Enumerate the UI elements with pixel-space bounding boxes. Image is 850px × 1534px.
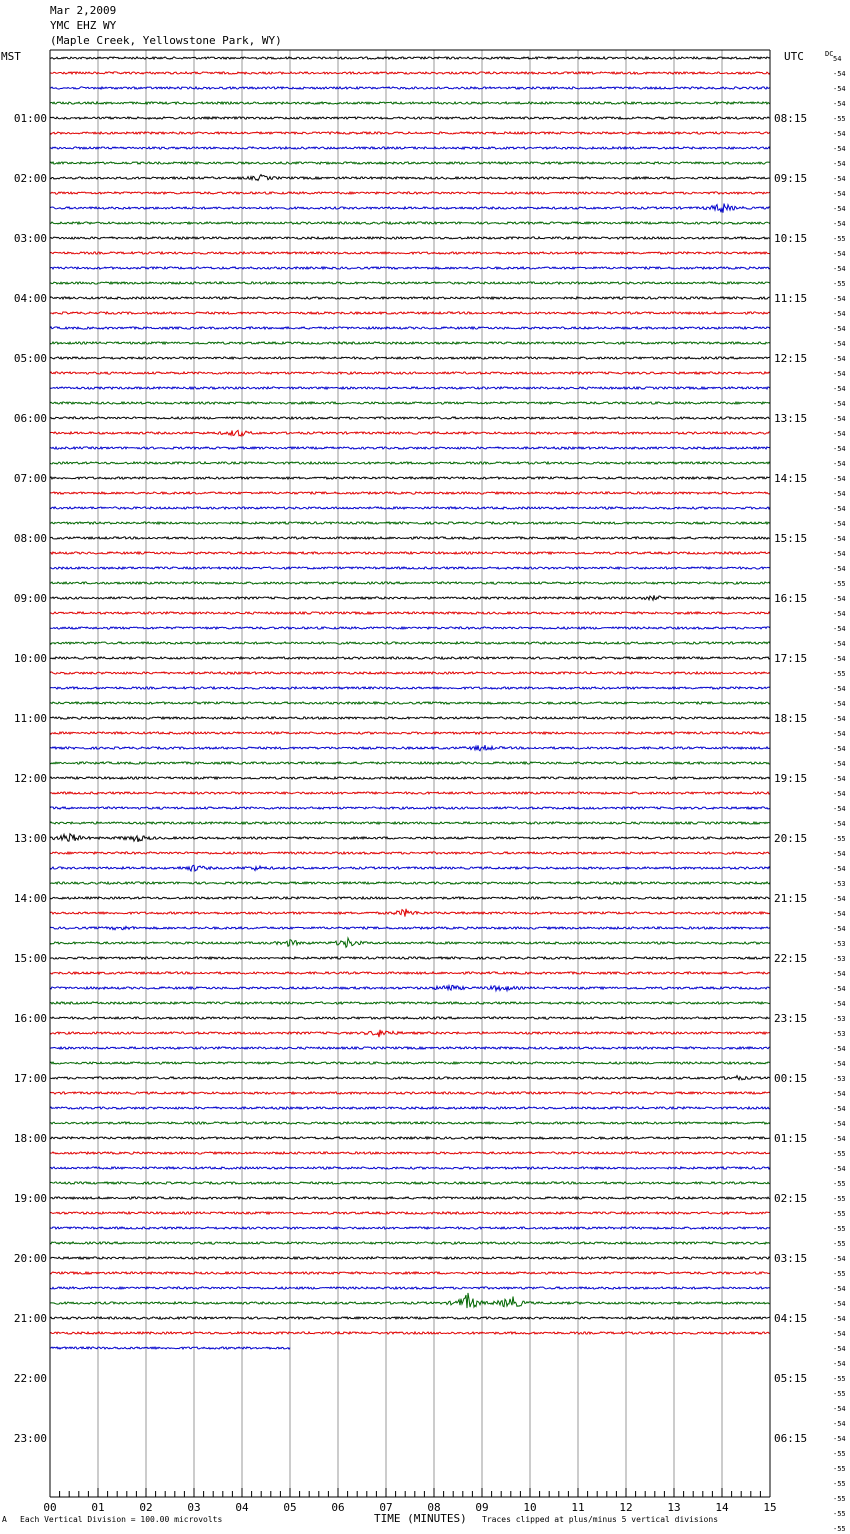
- left-time-label: 03:00: [13, 232, 47, 245]
- dc-offset-label: -55: [833, 1240, 846, 1248]
- trace-row-85: [50, 1332, 770, 1334]
- dc-offset-label: -54: [833, 160, 846, 168]
- trace-row-64: [50, 1017, 770, 1019]
- left-time-label: 10:00: [13, 652, 47, 665]
- dc-offset-label: -54: [833, 1090, 846, 1098]
- trace-row-28: [50, 477, 770, 479]
- dc-offset-label: -54: [833, 340, 846, 348]
- right-time-label: 23:15: [774, 1012, 808, 1025]
- station-code: YMC EHZ WY: [50, 19, 117, 32]
- dc-offset-label: -54: [833, 145, 846, 153]
- trace-row-14: [50, 267, 770, 269]
- trace-row-81: [50, 1272, 770, 1274]
- trace-row-68: [50, 1076, 770, 1080]
- right-time-label: 17:15: [774, 652, 808, 665]
- dc-offset-label: -54: [833, 610, 846, 618]
- right-time-label: 09:15: [774, 172, 808, 185]
- left-time-label: 12:00: [13, 772, 47, 785]
- dc-offset-label: -54: [833, 1165, 846, 1173]
- dc-offset-label: -54: [833, 985, 846, 993]
- dc-offset-label: -55: [833, 1225, 846, 1233]
- x-tick-label: 05: [283, 1501, 297, 1514]
- trace-row-34: [50, 567, 770, 569]
- dc-offset-label: -54: [833, 820, 846, 828]
- trace-row-33: [50, 552, 770, 554]
- dc-offset-label: -55: [833, 1510, 846, 1518]
- dc-offset-label: -54: [833, 355, 846, 363]
- trace-row-15: [50, 282, 770, 284]
- left-time-label: 05:00: [13, 352, 47, 365]
- dc-offset-label: -54: [833, 730, 846, 738]
- dc-offset-label: -54: [833, 1330, 846, 1338]
- trace-row-71: [50, 1122, 770, 1124]
- x-tick-label: 01: [91, 1501, 105, 1514]
- x-tick-label: 11: [571, 1501, 585, 1514]
- dc-offset-label: -54: [833, 790, 846, 798]
- trace-row-24: [50, 417, 770, 419]
- trace-row-0: [50, 57, 770, 59]
- trace-row-36: [50, 595, 770, 600]
- trace-row-84: [50, 1317, 770, 1319]
- dc-offset-label: -55: [833, 1180, 846, 1188]
- dc-offset-label: -53: [833, 1015, 846, 1023]
- trace-row-19: [50, 342, 770, 344]
- dc-offset-label: -54: [833, 385, 846, 393]
- left-time-label: 17:00: [13, 1072, 47, 1085]
- left-time-label: 16:00: [13, 1012, 47, 1025]
- dc-offset-label: -55: [833, 1195, 846, 1203]
- dc-offset-label: -54: [833, 1000, 846, 1008]
- trace-row-17: [50, 312, 770, 314]
- trace-row-5: [50, 132, 770, 134]
- dc-offset-label: -54: [833, 475, 846, 483]
- trace-row-76: [50, 1197, 770, 1199]
- dc-offset-label: -54: [833, 775, 846, 783]
- dc-offset-label: -54: [833, 655, 846, 663]
- dc-offset-label: -54: [833, 220, 846, 228]
- x-tick-label: 08: [427, 1501, 441, 1514]
- trace-row-82: [50, 1287, 770, 1289]
- trace-row-42: [50, 687, 770, 689]
- dc-offset-label: -54: [833, 295, 846, 303]
- left-time-label: 04:00: [13, 292, 47, 305]
- trace-row-25: [50, 430, 770, 436]
- dc-offset-label: -54: [833, 685, 846, 693]
- dc-offset-label: -54: [833, 1285, 846, 1293]
- trace-row-9: [50, 192, 770, 194]
- dc-offset-label: -54: [833, 595, 846, 603]
- dc-offset-label: -54: [833, 760, 846, 768]
- right-time-label: 11:15: [774, 292, 808, 305]
- left-time-label: 21:00: [13, 1312, 47, 1325]
- x-tick-label: 13: [667, 1501, 681, 1514]
- dc-offset-label: -54: [833, 505, 846, 513]
- trace-row-13: [50, 252, 770, 254]
- dc-offset-label: -54: [833, 370, 846, 378]
- dc-offset-label: -55: [833, 1375, 846, 1383]
- dc-offset-label: -54: [833, 1120, 846, 1128]
- trace-row-72: [50, 1137, 770, 1139]
- dc-offset-label: -54: [833, 250, 846, 258]
- dc-offset-label: -54: [833, 1345, 846, 1353]
- x-tick-label: 07: [379, 1501, 393, 1514]
- dc-offset-label: -54: [833, 310, 846, 318]
- trace-row-55: [50, 882, 770, 884]
- trace-row-30: [50, 507, 770, 509]
- dc-offset-label: -54: [833, 805, 846, 813]
- seismic-traces: [50, 57, 770, 1349]
- dc-offset-label: -54: [833, 1060, 846, 1068]
- trace-row-51: [50, 822, 770, 824]
- x-axis: [43, 1488, 776, 1514]
- dc-offset-label: -53: [833, 1030, 846, 1038]
- trace-row-62: [50, 985, 770, 990]
- trace-row-26: [50, 447, 770, 449]
- trace-row-75: [50, 1182, 770, 1184]
- left-time-label: 23:00: [13, 1432, 47, 1445]
- left-time-label: 02:00: [13, 172, 47, 185]
- dc-offset-label: -54: [833, 265, 846, 273]
- left-time-label: 09:00: [13, 592, 47, 605]
- dc-offset-label: -54: [833, 1255, 846, 1263]
- x-tick-label: 00: [43, 1501, 57, 1514]
- dc-offset-label: -53: [833, 940, 846, 948]
- dc-offset-label: -54: [833, 1045, 846, 1053]
- left-time-label: 08:00: [13, 532, 47, 545]
- x-tick-label: 09: [475, 1501, 489, 1514]
- left-time-label: 13:00: [13, 832, 47, 845]
- right-time-label: 00:15: [774, 1072, 808, 1085]
- dc-label: DC: [825, 50, 834, 58]
- trace-row-39: [50, 642, 770, 644]
- dc-offset-label: -54: [833, 205, 846, 213]
- trace-row-52: [50, 834, 770, 842]
- dc-offset-label: -55: [833, 670, 846, 678]
- trace-row-18: [50, 327, 770, 329]
- trace-row-78: [50, 1227, 770, 1229]
- trace-row-61: [50, 972, 770, 974]
- dc-offset-label: -54: [833, 970, 846, 978]
- trace-row-57: [50, 909, 770, 917]
- dc-offset-label: -54: [833, 400, 846, 408]
- x-tick-label: 03: [187, 1501, 201, 1514]
- trace-row-40: [50, 657, 770, 659]
- trace-row-31: [50, 522, 770, 524]
- x-tick-label: 02: [139, 1501, 153, 1514]
- trace-row-16: [50, 297, 770, 299]
- dc-offset-label: -54: [833, 100, 846, 108]
- trace-row-65: [50, 1030, 770, 1037]
- left-time-label: 11:00: [13, 712, 47, 725]
- dc-offset-label: -54: [833, 490, 846, 498]
- dc-offset-label: -55: [833, 115, 846, 123]
- trace-row-29: [50, 492, 770, 494]
- trace-row-2: [50, 87, 770, 89]
- dc-offset-label: -55: [833, 1480, 846, 1488]
- dc-offset-label: -55: [833, 1465, 846, 1473]
- trace-row-53: [50, 852, 770, 854]
- dc-offset-label: -55: [833, 580, 846, 588]
- right-time-label: 20:15: [774, 832, 808, 845]
- trace-row-80: [50, 1257, 770, 1259]
- left-time-label: 18:00: [13, 1132, 47, 1145]
- dc-offset-label: -54: [833, 85, 846, 93]
- dc-offset-label: -54: [833, 910, 846, 918]
- trace-row-79: [50, 1242, 770, 1244]
- trace-row-45: [50, 732, 770, 734]
- dc-offset-label: -54: [833, 565, 846, 573]
- trace-row-63: [50, 1002, 770, 1004]
- x-tick-label: 06: [331, 1501, 345, 1514]
- trace-row-56: [50, 897, 770, 899]
- dc-offset-label: -54: [833, 535, 846, 543]
- trace-row-38: [50, 627, 770, 629]
- dc-offset-label: -54: [833, 715, 846, 723]
- trace-row-1: [50, 72, 770, 74]
- x-tick-label: 12: [619, 1501, 633, 1514]
- trace-row-10: [50, 204, 770, 213]
- right-time-label: 13:15: [774, 412, 808, 425]
- x-tick-label: 15: [763, 1501, 777, 1514]
- left-time-label: 19:00: [13, 1192, 47, 1205]
- left-time-label: 14:00: [13, 892, 47, 905]
- right-time-label: 21:15: [774, 892, 808, 905]
- right-time-label: 01:15: [774, 1132, 808, 1145]
- right-axis-label: UTC: [784, 50, 804, 63]
- trace-row-37: [50, 612, 770, 614]
- right-time-label: 03:15: [774, 1252, 808, 1265]
- trace-row-8: [50, 175, 770, 181]
- dc-offset-label: -54: [833, 850, 846, 858]
- dc-offset-label: -54: [833, 1300, 846, 1308]
- dc-offset-label: -54: [833, 1360, 846, 1368]
- trace-row-22: [50, 387, 770, 389]
- trace-row-12: [50, 237, 770, 239]
- right-time-label: 12:15: [774, 352, 808, 365]
- right-time-label: 10:15: [774, 232, 808, 245]
- dc-offset-label: -53: [833, 880, 846, 888]
- left-time-label: 01:00: [13, 112, 47, 125]
- trace-row-83: [50, 1293, 770, 1308]
- clip-note: Traces clipped at plus/minus 5 vertical divisions: [482, 1515, 719, 1524]
- dc-offset-label: -54: [833, 415, 846, 423]
- x-tick-label: 14: [715, 1501, 729, 1514]
- trace-row-58: [50, 926, 770, 929]
- trace-row-43: [50, 702, 770, 704]
- dc-offset-label: -54: [833, 325, 846, 333]
- x-axis-title: TIME (MINUTES): [374, 1512, 467, 1525]
- right-time-label: 05:15: [774, 1372, 808, 1385]
- dc-offset-label: -55: [833, 1270, 846, 1278]
- dc-offset-label: -54: [833, 1105, 846, 1113]
- trace-row-47: [50, 762, 770, 764]
- trace-row-73: [50, 1152, 770, 1154]
- right-time-label: 16:15: [774, 592, 808, 605]
- dc-offset-label: -54: [833, 175, 846, 183]
- dc-offset-label: -54: [833, 1315, 846, 1323]
- dc-offset-label: -53: [833, 955, 846, 963]
- dc-offset-label: -54: [833, 550, 846, 558]
- dc-offset-labels: [833, 55, 846, 1534]
- left-time-label: 07:00: [13, 472, 47, 485]
- trace-row-7: [50, 162, 770, 164]
- dc-offset-label: -54: [833, 460, 846, 468]
- trace-row-74: [50, 1167, 770, 1169]
- right-time-label: 19:15: [774, 772, 808, 785]
- trace-row-27: [50, 462, 770, 464]
- dc-offset-label: 54: [833, 55, 842, 63]
- trace-row-46: [50, 745, 770, 751]
- right-time-label: 02:15: [774, 1192, 808, 1205]
- dc-offset-label: -54: [833, 520, 846, 528]
- dc-offset-label: -54: [833, 895, 846, 903]
- dc-offset-label: -53: [833, 1075, 846, 1083]
- right-time-label: 14:15: [774, 472, 808, 485]
- chart-date: Mar 2,2009: [50, 4, 117, 17]
- right-time-label: 18:15: [774, 712, 808, 725]
- right-time-label: 04:15: [774, 1312, 808, 1325]
- dc-offset-label: -54: [833, 190, 846, 198]
- trace-row-4: [50, 117, 770, 119]
- trace-row-20: [50, 357, 770, 359]
- trace-row-54: [50, 865, 770, 871]
- trace-row-77: [50, 1212, 770, 1214]
- dc-offset-label: -54: [833, 430, 846, 438]
- dc-offset-label: -54: [833, 700, 846, 708]
- station-location: (Maple Creek, Yellowstone Park, WY): [50, 34, 282, 47]
- left-time-label: 15:00: [13, 952, 47, 965]
- trace-row-21: [50, 372, 770, 374]
- dc-offset-label: -54: [833, 1420, 846, 1428]
- left-time-label: 22:00: [13, 1372, 47, 1385]
- dc-offset-label: -55: [833, 835, 846, 843]
- dc-offset-label: -55: [833, 1390, 846, 1398]
- dc-offset-label: -55: [833, 1450, 846, 1458]
- left-axis-label: MST: [1, 50, 21, 63]
- trace-row-67: [50, 1062, 770, 1064]
- left-time-label: 06:00: [13, 412, 47, 425]
- dc-offset-label: -54: [833, 745, 846, 753]
- trace-row-6: [50, 147, 770, 149]
- trace-row-44: [50, 717, 770, 719]
- dc-offset-label: -54: [833, 1435, 846, 1443]
- trace-row-23: [50, 402, 770, 404]
- trace-row-48: [50, 777, 770, 779]
- right-time-label: 08:15: [774, 112, 808, 125]
- dc-offset-label: -54: [833, 1405, 846, 1413]
- dc-offset-label: -54: [833, 625, 846, 633]
- trace-row-60: [50, 957, 770, 959]
- dc-offset-label: -55: [833, 1525, 846, 1533]
- dc-offset-label: -55: [833, 1150, 846, 1158]
- dc-offset-label: -54: [833, 70, 846, 78]
- footer-marker: A: [2, 1515, 7, 1524]
- trace-row-32: [50, 537, 770, 539]
- trace-row-70: [50, 1107, 770, 1109]
- dc-offset-label: -55: [833, 1495, 846, 1503]
- dc-offset-label: -55: [833, 1210, 846, 1218]
- dc-offset-label: -54: [833, 130, 846, 138]
- right-time-label: 22:15: [774, 952, 808, 965]
- right-time-label: 06:15: [774, 1432, 808, 1445]
- trace-row-50: [50, 807, 770, 809]
- trace-row-86: [50, 1347, 290, 1349]
- scale-note: Each Vertical Division = 100.00 microvolts: [20, 1515, 223, 1524]
- dc-offset-label: -54: [833, 640, 846, 648]
- trace-row-41: [50, 672, 770, 674]
- dc-offset-label: -54: [833, 925, 846, 933]
- trace-row-59: [50, 938, 770, 947]
- trace-row-69: [50, 1092, 770, 1094]
- dc-offset-label: -54: [833, 865, 846, 873]
- trace-row-66: [50, 1047, 770, 1049]
- trace-row-11: [50, 222, 770, 224]
- x-tick-label: 10: [523, 1501, 537, 1514]
- dc-offset-label: -54: [833, 1135, 846, 1143]
- dc-offset-label: -55: [833, 280, 846, 288]
- dc-offset-label: -54: [833, 445, 846, 453]
- x-tick-label: 04: [235, 1501, 249, 1514]
- trace-row-35: [50, 582, 770, 584]
- left-time-label: 20:00: [13, 1252, 47, 1265]
- dc-offset-label: -55: [833, 235, 846, 243]
- right-time-label: 15:15: [774, 532, 808, 545]
- trace-row-3: [50, 102, 770, 104]
- trace-row-49: [50, 792, 770, 794]
